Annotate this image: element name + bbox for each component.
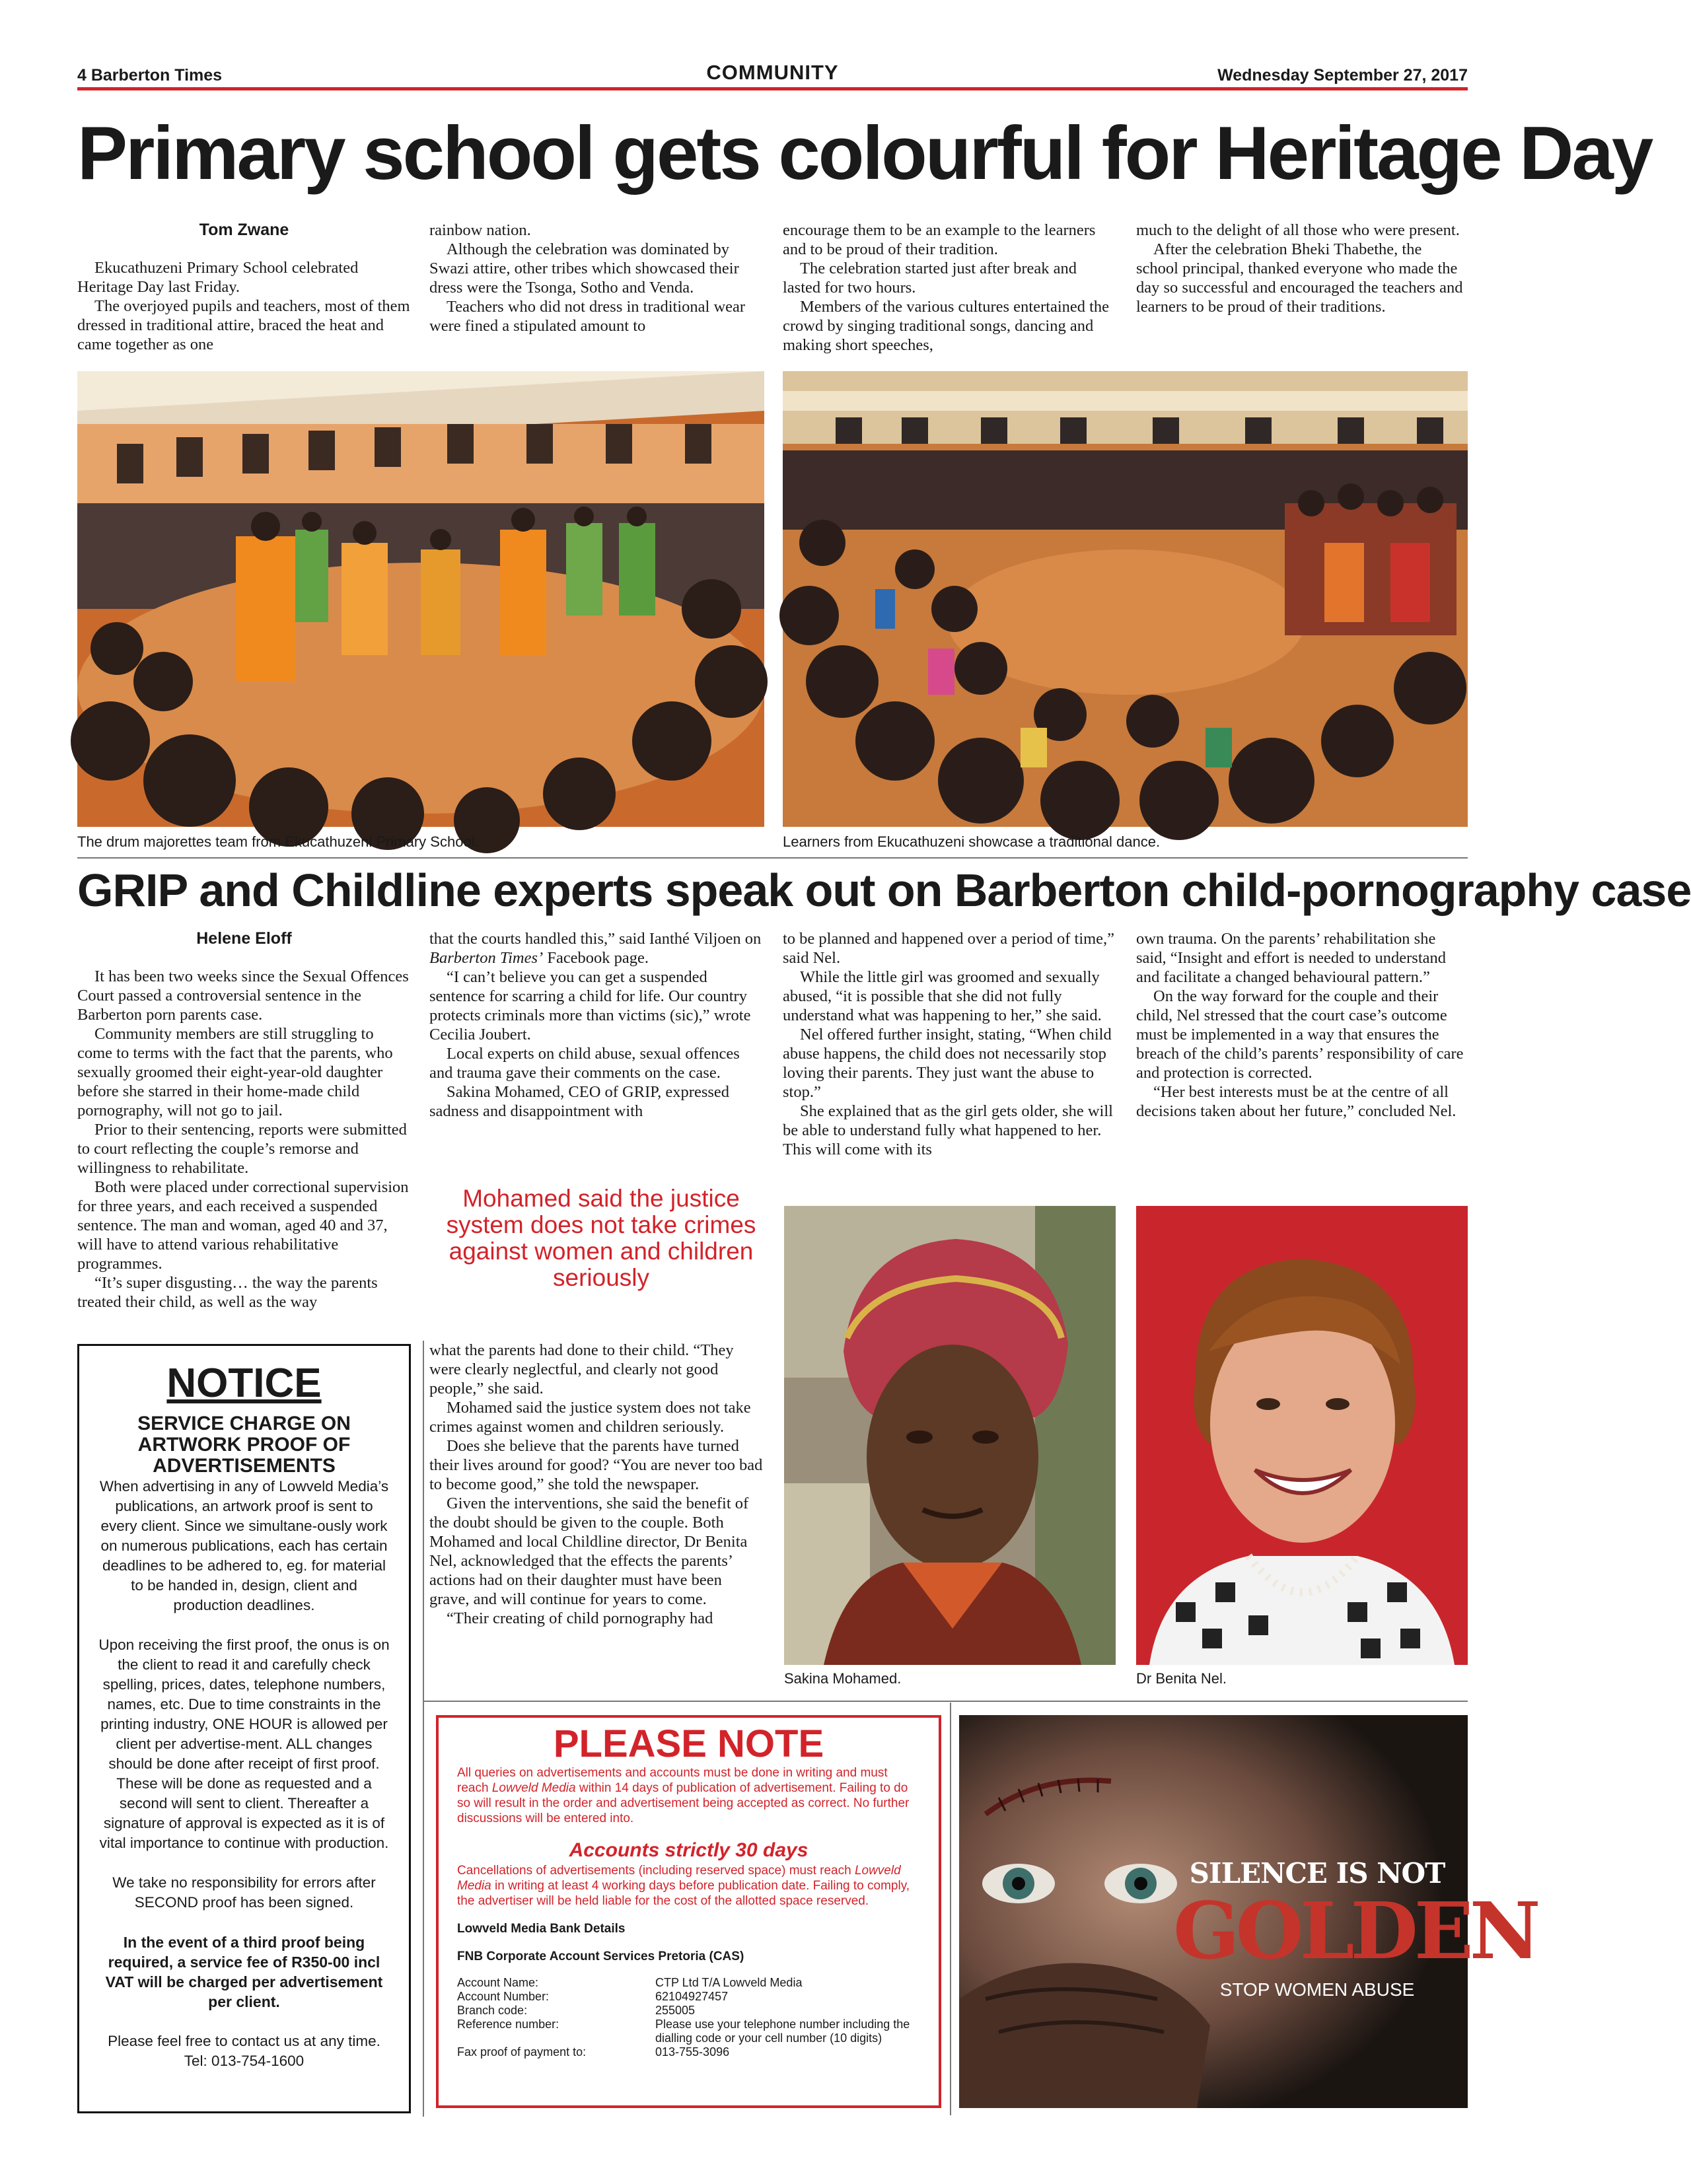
paragraph: Ekucathuzeni Primary School celebrated Heritage Day last Friday. bbox=[77, 259, 359, 296]
pull-quote: Mohamed said the justice system does not take crimes against women and children seriously bbox=[446, 1185, 756, 1291]
photo-sakina-mohamed bbox=[784, 1206, 1116, 1665]
stop-women-abuse-advert bbox=[959, 1715, 1537, 2108]
paragraph: “Her best interests must be at the centre of all decisions taken about her future,” concluded Nel. bbox=[1136, 1083, 1457, 1120]
paragraph: Nel offered further insight, stating, “When child abuse happens, the child does not necessarily stop loving their parents. They just want the abuse to stop.” bbox=[783, 1026, 1112, 1101]
bottom-divider bbox=[423, 1701, 1468, 1702]
byline: Helene Eloff bbox=[196, 929, 292, 948]
paragraph: The overjoyed pupils and teachers, most of them dressed in traditional attire, braced the heat and came together as one bbox=[77, 297, 410, 353]
paragraph: what the parents had done to their child. “They were clearly neglectful, and clearly not good people,” she said. bbox=[429, 1341, 734, 1397]
please-note-box bbox=[436, 1715, 941, 2108]
paragraph: encourage them to be an example to the learners and to be proud of their tradition. bbox=[783, 221, 1096, 258]
bank-details-title: Lowveld Media Bank Details bbox=[457, 1922, 626, 1936]
paragraph: Local experts on child abuse, sexual offences and trauma gave their comments on the case. bbox=[429, 1045, 740, 1082]
notice-subtitle: SERVICE CHARGE ON ARTWORK PROOF OF ADVERTISEMENTS bbox=[137, 1413, 351, 1477]
notice-paragraph: Upon receiving the first proof, the onus is on the client to read it and carefully check spelling, prices, dates, telephone numbers, names, etc. Due to time constraints in the printing industry, ONE HOUR is allowed per client per advertise-ment. ALL changes should be done after receipt of first proof. These will be done as requested and a second will sent to client. Thereafter a signature of approval is expected as it is of vital importance to continue with production. bbox=[98, 1637, 390, 1851]
article2-column-1 bbox=[77, 929, 411, 1312]
section-name: COMMUNITY bbox=[706, 61, 839, 84]
photo-caption: Dr Benita Nel. bbox=[1136, 1670, 1227, 1687]
paragraph: that the courts handled this,” said Ianthé Viljoen on Barberton Times’ Facebook page. bbox=[429, 930, 762, 967]
photo-drum-majorettes bbox=[77, 371, 764, 827]
paragraph: Does she believe that the parents have turned their lives around for good? “You are never too bad to become good,” she told the newspaper. bbox=[429, 1437, 763, 1493]
table-row: Account Number: 62104927457 bbox=[457, 1990, 729, 2003]
paragraph: Prior to their sentencing, reports were submitted to court reflecting the couple’s remorse and willingness to rehabilitate. bbox=[77, 1121, 407, 1177]
byline: Tom Zwane bbox=[199, 221, 289, 239]
article1-column-2 bbox=[429, 221, 763, 335]
article1-column-1 bbox=[77, 221, 411, 354]
notice-contact: Please feel free to contact us at any time. Tel: 013-754-1600 bbox=[108, 2033, 380, 2069]
paragraph: While the little girl was groomed and sexually abused, “it is possible that she did not fully understand what was happening to her,” she said. bbox=[783, 968, 1102, 1024]
notice-paragraph: When advertising in any of Lowveld Media’s publications, an artwork proof is sent to every client. Since we simultane-ously work on numerous publications, each has certain deadlines to be adhered to, eg. for material to be handed in, design, client and production deadlines. bbox=[99, 1478, 389, 1613]
table-row: Branch code: 255005 bbox=[457, 2004, 696, 2017]
table-row: Fax proof of payment to: 013-755-3096 bbox=[457, 2045, 730, 2059]
photo-traditional-dance bbox=[783, 371, 1468, 827]
please-note-title: PLEASE NOTE bbox=[553, 1722, 824, 1765]
article1-column-3 bbox=[783, 221, 1116, 355]
article2-column-3 bbox=[783, 929, 1116, 1159]
photo-caption: Learners from Ekucathuzeni showcase a traditional dance. bbox=[783, 833, 1161, 850]
paragraph: own trauma. On the parents’ rehabilitation she said, “Insight and effort is needed to understand and facilitate a changed behavioural pattern.” bbox=[1136, 930, 1447, 986]
headline-child-pornography-case: GRIP and Childline experts speak out on Barberton child-pornography case bbox=[77, 864, 1691, 916]
ad-tagline: STOP WOMEN ABUSE bbox=[1219, 1979, 1415, 2000]
paragraph: Teachers who did not dress in traditional wear were fined a stipulated amount to bbox=[429, 298, 746, 335]
article2-column-2-top bbox=[429, 929, 763, 1121]
photo-caption: The drum majorettes team from Ekucathuzeni Primary School. bbox=[77, 833, 479, 850]
bank-details-table bbox=[457, 1976, 920, 2059]
paragraph: to be planned and happened over a period of time,” said Nel. bbox=[783, 930, 1115, 967]
paragraph: rainbow nation. bbox=[429, 221, 531, 239]
page-number: 4 Barberton Times bbox=[77, 66, 223, 85]
paragraph: After the celebration Bheki Thabethe, the school principal, thanked everyone who made the day so successful and encouraged the teachers and learners to be proud of their traditions. bbox=[1136, 240, 1463, 316]
paragraph: “Their creating of child pornography had bbox=[447, 1609, 713, 1627]
vertical-divider bbox=[423, 1341, 424, 2117]
vertical-divider bbox=[950, 1703, 951, 2115]
bank-name: FNB Corporate Account Services Pretoria (CAS) bbox=[457, 1950, 744, 1963]
notice-paragraph: We take no responsibility for errors after SECOND proof has been signed. bbox=[112, 1874, 376, 1911]
article1-column-4 bbox=[1136, 221, 1468, 316]
please-note-paragraph: All queries on advertisements and accounts must be done in writing and must reach Lowveld Media within 14 days of publication of advertisement. Failing to do so will result in the order and advertisement being accepted as correct. No further discussions will be entered into. bbox=[457, 1766, 910, 1825]
photo-caption: Sakina Mohamed. bbox=[784, 1670, 902, 1687]
notice-title: NOTICE bbox=[166, 1360, 322, 1406]
notice-box bbox=[77, 1344, 411, 2113]
folio-rule bbox=[77, 87, 1468, 90]
paragraph: On the way forward for the couple and their child, Nel stressed that the court case’s outcome must be implemented in a way that ensures the breach of the child’s parents’ responsibility of care and protection is corrected. bbox=[1136, 987, 1464, 1082]
paragraph: She explained that as the girl gets older, she will be able to understand fully what happened to her. This will come with its bbox=[783, 1102, 1113, 1158]
paragraph: much to the delight of all those who were present. bbox=[1136, 221, 1460, 239]
article2-column-4 bbox=[1136, 929, 1468, 1121]
accounts-heading: Accounts strictly 30 days bbox=[569, 1839, 809, 1861]
article2-column-2-bottom bbox=[429, 1341, 763, 1628]
please-note-paragraph: Cancellations of advertisements (including reserved space) must reach Lowveld Media in writing at least 4 working days before publication date. Failing to comply, the advertiser will be held liable for the cost of the allotted space reserved. bbox=[457, 1864, 910, 1908]
paragraph: Sakina Mohamed, CEO of GRIP, expressed sadness and disappointment with bbox=[429, 1083, 730, 1120]
paragraph: Given the interventions, she said the benefit of the doubt should be given to the couple. Both Mohamed and local Childline director, Dr Benita Nel, acknowledged that the effects the parents’ actions had on their daughter must have been grave, and will continue for years to come. bbox=[429, 1495, 749, 1608]
paragraph: Although the celebration was dominated by Swazi attire, other tribes which showcased their dress were the Tsonga, Sotho and Venda. bbox=[429, 240, 739, 297]
page-folio bbox=[77, 61, 1468, 90]
paragraph: “I can’t believe you can get a suspended sentence for scarring a child for life. Our country protects criminals more than victims (sic),” wrote Cecilia Joubert. bbox=[429, 968, 751, 1043]
table-row: Account Name: CTP Ltd T/A Lowveld Media bbox=[457, 1976, 803, 1989]
paragraph: The celebration started just after break and lasted for two hours. bbox=[783, 260, 1077, 297]
ad-headline-golden: GOLDEN bbox=[1173, 1885, 1537, 1977]
paragraph: It has been two weeks since the Sexual Offences Court passed a controversial sentence in the Barberton porn parents case. bbox=[77, 968, 409, 1024]
photo-benita-nel bbox=[1136, 1206, 1468, 1665]
paragraph: “It’s super disgusting… the way the parents treated their child, as well as the way bbox=[77, 1274, 378, 1311]
notice-service-fee: In the event of a third proof being required, a service fee of R350-00 incl VAT will be charged per advertisement per client. bbox=[105, 1934, 383, 2010]
paragraph: Mohamed said the justice system does not take crimes against women and children seriously. bbox=[429, 1399, 751, 1436]
paragraph: Community members are still struggling to come to terms with the fact that the parents, who sexually groomed their eight-year-old daughter before she starred in their home-made child pornography, will not go to jail. bbox=[77, 1025, 393, 1119]
issue-date: Wednesday September 27, 2017 bbox=[1217, 66, 1468, 85]
headline-heritage-day: Primary school gets colourful for Heritage Day bbox=[77, 112, 1652, 195]
table-row: Reference number: Please use your telephone number including the dialling code or your cell number (10 digits) bbox=[457, 2018, 910, 2045]
ad-headline: SILENCE IS NOT bbox=[1189, 1857, 1445, 1889]
paragraph: Both were placed under correctional supervision for three years, and each received a suspended sentence. The man and woman, aged 40 and 37, will have to attend various rehabilitative programmes. bbox=[77, 1178, 409, 1273]
paragraph: Members of the various cultures entertained the crowd by singing traditional songs, dancing and making short speeches, bbox=[783, 298, 1110, 354]
